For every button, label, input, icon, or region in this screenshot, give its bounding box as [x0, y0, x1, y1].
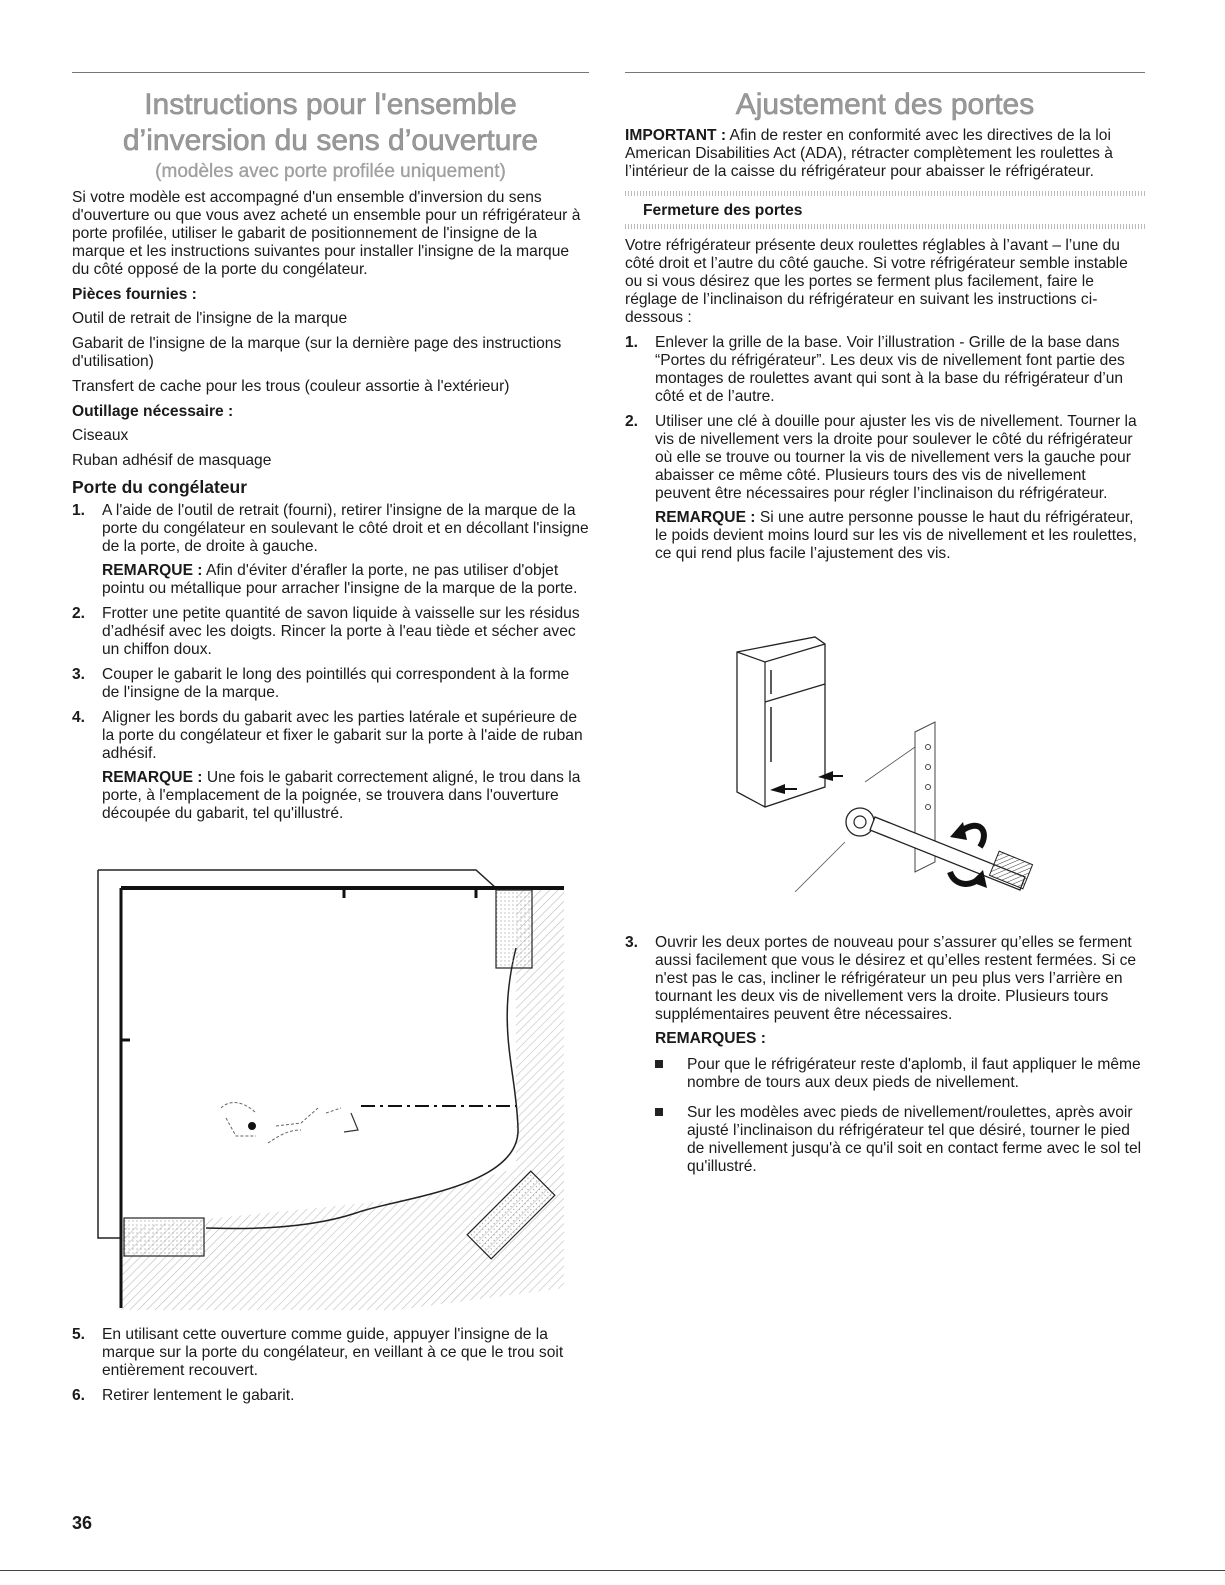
step-note	[102, 562, 589, 598]
section-title	[72, 87, 589, 159]
note-text: Afin d'éviter d'érafler la porte, ne pas utiliser d'objet pointu ou métallique pour arracher l'insigne de la marque de la porte.	[102, 562, 578, 597]
step-item	[72, 709, 589, 823]
door-closing-heading: Fermeture des portes	[643, 202, 803, 219]
tools-label: Outillage nécessaire :	[72, 403, 234, 420]
title-line-2: d’inversion du sens d’ouverture	[122, 124, 539, 157]
tool-item: Ruban adhésif de masquage	[72, 452, 272, 469]
step-note	[102, 769, 589, 823]
note-text: Une fois le gabarit correctement aligné, le trou dans la porte, à l'emplacement de la poignée, se trouvera dans l'ouverture découpée du gabarit, tel qu'illustré.	[102, 769, 581, 822]
step-item	[72, 502, 589, 598]
step-item	[72, 1326, 589, 1380]
right-steps-continued	[625, 934, 1145, 1188]
template-alignment-illustration	[96, 868, 566, 1310]
title-line-1: Instructions pour l'ensemble	[144, 88, 517, 121]
steps-list	[625, 334, 1145, 563]
bottom-rule	[0, 1570, 1225, 1571]
page-number: 36	[72, 1513, 93, 1533]
door-adjustment-title: Ajustement des portes	[735, 88, 1035, 121]
step-number: 6.	[72, 1387, 86, 1404]
note-text: Si une autre personne pousse le haut du réfrigérateur, le poids devient moins lourd sur les vis de nivellement et les roulettes, ce qui rend plus facile l’ajustement des vis.	[655, 509, 1137, 562]
note-label: REMARQUE :	[102, 769, 203, 786]
step-text: Utiliser une clé à douille pour ajuster les vis de nivellement. Tourner la vis de nivellement vers la droite pour soulever le côté du réfrigérateur où elle se trouve ou tourner la vis de nivellement vers la gauche pour abaisser ce même côté. Plusieurs tours des vis de nivellement peuvent être nécessaires pour régler l’inclinaison du réfrigérateur.	[655, 413, 1137, 502]
step-text: Frotter une petite quantité de savon liquide à vaisselle sur les résidus d’adhésif avec les doigts. Rincer la porte à l'eau tiède et sécher avec un chiffon doux.	[102, 605, 580, 658]
remark-item	[655, 1104, 1145, 1176]
step-number: 3.	[625, 934, 639, 951]
step-number: 2.	[72, 605, 86, 622]
step-item	[625, 934, 1145, 1048]
intro-paragraph: Si votre modèle est accompagné d'un ensemble d'inversion du sens d'ouverture ou que vous avez acheté un ensemble pour un réfrigérateur à porte profilée, utiliser le gabarit de positionnement de l'insigne de la marque et les instructions suivantes pour installer l'insigne de la marque du côté opposé de la porte du congélateur.	[72, 189, 581, 278]
important-text: Afin de rester en conformité avec les directives de la loi American Disabilities Act (ADA), rétracter complètement les roulettes à l’intérieur de la caisse du réfrigérateur pour abaisser le réfrigérateur.	[625, 127, 1113, 180]
refrigerator-leveling-illustration	[725, 632, 1045, 920]
step-text: En utilisant cette ouverture comme guide, appuyer l'insigne de la marque sur la porte du congélateur, en veillant à ce que le trou soit entièrement recouvert.	[102, 1326, 564, 1379]
step-number: 1.	[625, 334, 639, 351]
step-number: 3.	[72, 666, 86, 683]
step-text: Aligner les bords du gabarit avec les parties latérale et supérieure de la porte du congélateur et fixer le gabarit sur la porte à l'aide de ruban adhésif.	[102, 709, 583, 762]
note-label: REMARQUE :	[655, 509, 756, 526]
steps-list	[625, 934, 1145, 1048]
step-text: Retirer lentement le gabarit.	[102, 1387, 295, 1404]
step-text: Couper le gabarit le long des pointillés qui correspondent à la forme de l'insigne de la marque.	[102, 666, 570, 701]
part-item: Transfert de cache pour les trous (couleur assortie à l'extérieur)	[72, 378, 510, 395]
step-text: A l'aide de l'outil de retrait (fourni), retirer l'insigne de la marque de la porte du congélateur en soulevant le côté droit et en décollant l'insigne de la porte, de droite à gauche.	[102, 502, 589, 555]
important-paragraph	[625, 127, 1145, 181]
step-number: 1.	[72, 502, 86, 519]
part-item: Outil de retrait de l'insigne de la marque	[72, 310, 348, 327]
step-item	[72, 605, 589, 659]
parts-label: Pièces fournies :	[72, 286, 197, 303]
step-item	[72, 666, 589, 702]
remark-item	[655, 1056, 1145, 1092]
hatch-divider	[625, 191, 1145, 196]
part-item: Gabarit de l'insigne de la marque (sur la dernière page des instructions d'utilisation)	[72, 335, 562, 370]
steps-list	[72, 1326, 589, 1405]
right-column	[625, 72, 1145, 570]
top-rule-left	[72, 72, 589, 73]
left-steps-continued	[72, 1326, 589, 1412]
step-item	[625, 334, 1145, 406]
square-bullet-icon	[655, 1108, 663, 1116]
remark-text: Sur les modèles avec pieds de nivellement/roulettes, après avoir ajusté l’inclinaison du réfrigérateur tel que désiré, tourner le pied de nivellement jusqu'à ce qu'il soit en contact ferme avec le sol tel qu'illustré.	[687, 1104, 1142, 1175]
section-subtitle: (modèles avec porte profilée uniquement)	[155, 161, 506, 182]
important-label: IMPORTANT :	[625, 127, 727, 144]
tool-item: Ciseaux	[72, 427, 129, 444]
hatch-divider	[625, 224, 1145, 229]
top-rule-right	[625, 72, 1145, 73]
freezer-door-heading: Porte du congélateur	[72, 477, 248, 497]
step-item	[625, 413, 1145, 563]
step-number: 4.	[72, 709, 86, 726]
step-note	[655, 509, 1145, 563]
left-column	[72, 72, 589, 830]
square-bullet-icon	[655, 1060, 663, 1068]
remark-text: Pour que le réfrigérateur reste d'aplomb, il faut appliquer le même nombre de tours aux deux pieds de nivellement.	[687, 1056, 1141, 1091]
step-number: 5.	[72, 1326, 86, 1343]
step-text: Enlever la grille de la base. Voir l’illustration - Grille de la base dans “Portes du réfrigérateur”. Les deux vis de nivellement font partie des montages de roulettes avant qui sont à la base du réfrigérateur d’un côté et de l’autre.	[655, 334, 1125, 405]
steps-list	[72, 502, 589, 823]
step-item	[72, 1387, 589, 1405]
step-number: 2.	[625, 413, 639, 430]
remarks-label: REMARQUES :	[655, 1030, 766, 1047]
note-label: REMARQUE :	[102, 562, 203, 579]
door-closing-intro: Votre réfrigérateur présente deux roulettes réglables à l’avant – l’une du côté droit et l’autre du côté gauche. Si votre réfrigérateur semble instable ou si vous désirez que les portes se ferment plus facilement, faire le réglage de l’inclinaison du réfrigérateur en suivant les instructions ci-dessous :	[625, 237, 1128, 326]
remarks-list	[625, 1056, 1145, 1176]
step-text: Ouvrir les deux portes de nouveau pour s’assurer qu’elles se ferment aussi facilement que vous le désirez et qu’elles restent fermées. Si ce n'est pas le cas, incliner le réfrigérateur un peu plus vers l’arrière en tournant les deux vis de nivellement vers la droite. Plusieurs tours supplémentaires peuvent être nécessaires.	[655, 934, 1137, 1023]
